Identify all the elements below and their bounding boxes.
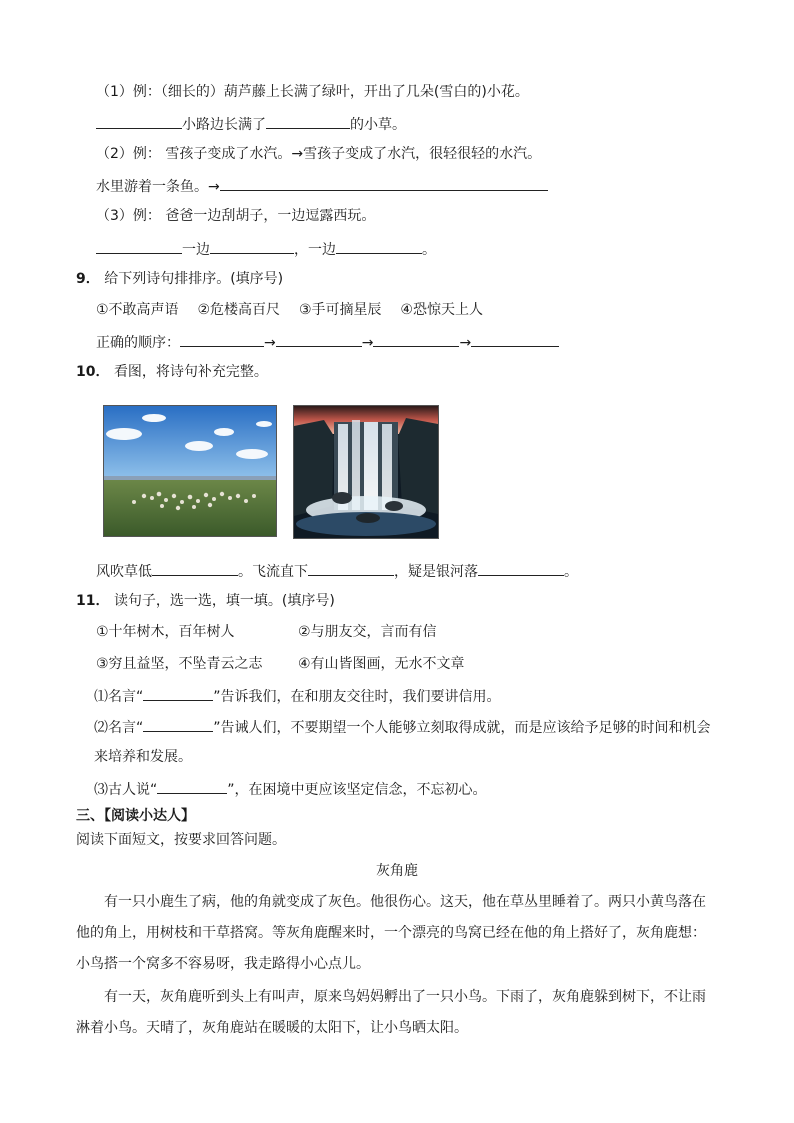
answer-blank[interactable] <box>180 331 264 347</box>
q10-fill-text: 。 <box>564 564 578 580</box>
q8-example-3: （3）例： 爸爸一边刮胡子，一边逗露西玩。 <box>96 208 376 224</box>
question-text: 读句子，选一选，填一填。(填序号) <box>113 593 335 609</box>
q11-sentence-1 <box>94 685 501 707</box>
answer-blank[interactable] <box>308 560 394 576</box>
arrow: → <box>459 335 472 351</box>
q11-sentence-2 <box>94 716 711 738</box>
sentence-text: ⑴名言“ <box>94 689 144 705</box>
q9-option-1: ①不敢高声语 <box>96 302 179 318</box>
answer-blank[interactable] <box>143 685 213 701</box>
story-paragraph-2-line-1: 有一天，灰角鹿听到头上有叫声，原来鸟妈妈孵出了一只小鸟。下雨了，灰角鹿躲到树下，不让雨 <box>104 989 706 1005</box>
answer-blank[interactable] <box>96 113 182 129</box>
question-text: 看图，将诗句补充完整。 <box>113 364 268 380</box>
q8-fill-line-2 <box>96 175 548 197</box>
q8-example-1: （1）例：（细长的）葫芦藤上长满了绿叶，开出了几朵(雪白的)小花。 <box>96 84 529 100</box>
q8-fill-text: 水里游着一条鱼。→ <box>96 179 220 195</box>
story-paragraph-1-line-2: 他的角上，用树枝和干草搭窝。等灰角鹿醒来时，一个漂亮的鸟窝已经在他的角上搭好了，灰角鹿想： <box>76 925 706 941</box>
sentence-text: ⑵名言“ <box>94 720 144 736</box>
answer-blank[interactable] <box>220 175 548 191</box>
q11-option-2: ②与朋友交，言而有信 <box>298 624 437 640</box>
grassland-image <box>104 406 276 536</box>
q9-prompt <box>76 269 283 289</box>
q11-sentence-2-cont: 来培养和发展。 <box>94 749 192 765</box>
story-paragraph-2-line-2: 淋着小鸟。天晴了，灰角鹿站在暖暖的太阳下，让小鸟晒太阳。 <box>76 1020 468 1036</box>
answer-blank[interactable] <box>478 560 564 576</box>
waterfall-photo <box>293 405 439 539</box>
answer-blank[interactable] <box>96 238 182 254</box>
arrow: → <box>264 335 276 351</box>
q8-example-2: （2）例： 雪孩子变成了水汽。→雪孩子变成了水汽，很轻很轻的水汽。 <box>96 146 542 162</box>
q10-fill-line <box>96 560 578 582</box>
q11-prompt <box>76 591 335 611</box>
answer-blank[interactable] <box>143 716 213 732</box>
answer-blank[interactable] <box>210 238 294 254</box>
story-paragraph-1-line-1: 有一只小鹿生了病，他的角就变成了灰色。他很伤心。这天，他在草丛里睡着了。两只小黄鸟落在 <box>104 894 706 910</box>
q8-fill-line-1 <box>96 113 406 135</box>
q11-option-1: ①十年树木，百年树人 <box>96 624 235 640</box>
question-number: 9． <box>76 271 100 287</box>
sentence-text: ”告诉我们，在和朋友交往时，我们要讲信用。 <box>213 689 501 705</box>
answer-blank[interactable] <box>373 331 459 347</box>
answer-blank[interactable] <box>336 238 422 254</box>
grassland-photo <box>103 405 277 537</box>
answer-blank[interactable] <box>152 560 238 576</box>
waterfall-image <box>294 406 438 538</box>
q8-fill-text: 的小草。 <box>350 117 406 133</box>
q8-fill-line-3 <box>96 238 436 260</box>
q10-prompt <box>76 362 268 382</box>
answer-blank[interactable] <box>266 113 350 129</box>
story-title: 灰角鹿 <box>376 863 418 879</box>
q9-option-2: ②危楼高百尺 <box>197 302 281 318</box>
q9-option-3: ③手可摘星辰 <box>298 302 382 318</box>
q8-fill-text: ，一边 <box>294 242 336 258</box>
q8-fill-text: 一边 <box>182 242 210 258</box>
arrow: → <box>361 335 374 351</box>
sentence-text: ”告诫人们，不要期望一个人能够立刻取得成就，而是应该给予足够的时间和机会 <box>213 720 711 736</box>
q11-option-3: ③穷且益坚，不坠青云之志 <box>96 656 263 672</box>
q8-fill-text: 。 <box>422 242 436 258</box>
q9-options <box>96 300 483 320</box>
story-paragraph-1-line-3: 小鸟搭一个窝多不容易呀，我走路得小心点儿。 <box>76 956 370 972</box>
q8-fill-text: 小路边长满了 <box>182 117 266 133</box>
q9-answer-label: 正确的顺序： <box>96 335 180 351</box>
q10-fill-text: 风吹草低 <box>96 564 152 580</box>
question-number: 10． <box>76 364 110 380</box>
answer-blank[interactable] <box>276 331 362 347</box>
q10-fill-text: 。飞流直下 <box>238 564 308 580</box>
q9-option-4: ④恐惊天上人 <box>400 302 483 318</box>
sentence-text: ”，在困境中更应该坚定信念，不忘初心。 <box>227 782 487 798</box>
sentence-text: ⑶古人说“ <box>94 782 158 798</box>
q11-sentence-3 <box>94 778 487 800</box>
question-text: 给下列诗句排排序。(填序号) <box>104 271 284 287</box>
q10-fill-text: ，疑是银河落 <box>394 564 478 580</box>
section-instruction: 阅读下面短文，按要求回答问题。 <box>76 832 286 848</box>
answer-blank[interactable] <box>471 331 559 347</box>
section-heading: 三、【阅读小达人】 <box>76 808 195 824</box>
question-number: 11． <box>76 593 110 609</box>
answer-blank[interactable] <box>157 778 227 794</box>
q9-answer-line <box>96 331 559 353</box>
q11-option-4: ④有山皆图画，无水不文章 <box>298 656 465 672</box>
